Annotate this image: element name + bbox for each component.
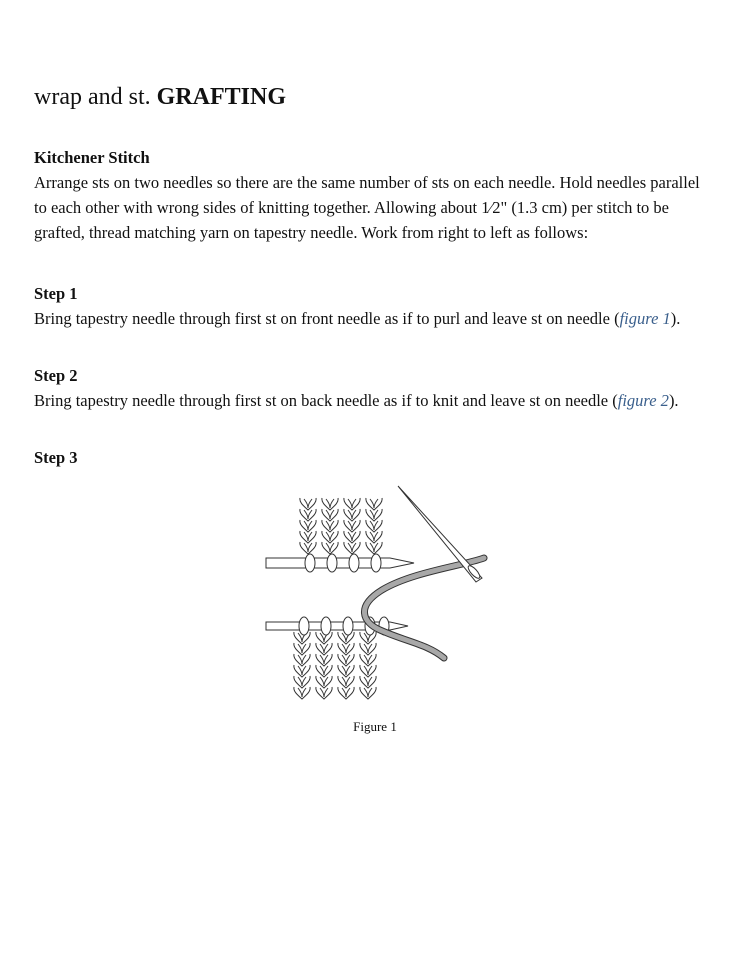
knit-stitch-leg — [326, 543, 334, 552]
knit-stitch-leg — [342, 677, 350, 686]
knit-stitch — [316, 643, 332, 655]
knit-stitch — [360, 654, 376, 666]
knit-stitch — [366, 520, 382, 532]
heading-prefix: wrap and st. — [34, 84, 151, 110]
knit-stitch-leg — [304, 521, 312, 530]
knit-stitch — [338, 676, 354, 688]
knit-stitch — [344, 542, 360, 554]
knit-stitch — [338, 654, 354, 666]
knit-stitch-leg — [348, 543, 356, 552]
step1-end: ). — [670, 309, 681, 328]
knit-stitch — [366, 509, 382, 521]
knit-stitch-leg — [364, 644, 372, 653]
heading-title: GRAFTING — [156, 84, 286, 110]
knit-stitch-leg — [342, 666, 350, 675]
knit-stitch-leg — [342, 655, 350, 664]
knit-stitch-leg — [348, 499, 356, 508]
knit-stitch — [300, 542, 316, 554]
knit-stitch — [322, 542, 338, 554]
knit-stitch-leg — [320, 688, 328, 697]
knit-stitch — [294, 687, 310, 699]
knit-stitch — [294, 643, 310, 655]
knit-stitch-leg — [364, 655, 372, 664]
knit-stitch — [300, 531, 316, 543]
step1-body — [34, 306, 680, 331]
knit-stitch-leg — [370, 532, 378, 541]
knit-stitch — [316, 676, 332, 688]
knit-stitch — [366, 498, 382, 510]
knit-stitch-leg — [298, 666, 306, 675]
knit-stitch-leg — [320, 666, 328, 675]
knit-stitch — [338, 665, 354, 677]
knit-stitch-leg — [342, 688, 350, 697]
knit-stitch-leg — [342, 644, 350, 653]
knit-stitch — [360, 676, 376, 688]
knit-stitch-leg — [304, 510, 312, 519]
kitchener-body: Arrange sts on two needles so there are the same number of sts on each needle. Hold needles parallel to each other with wrong sides of knitting together. Allowing about 1⁄2" (1.3 cm) per stitch to be grafted, thread matching yarn on tapestry needle. Work from right to left as follows: — [34, 173, 700, 242]
knit-stitch — [360, 665, 376, 677]
knit-stitch — [300, 520, 316, 532]
knit-stitch — [338, 687, 354, 699]
knit-stitch — [316, 665, 332, 677]
knit-stitch-leg — [370, 521, 378, 530]
knit-stitch — [316, 687, 332, 699]
lower-knitting-swatch — [294, 632, 376, 699]
knit-stitch-leg — [304, 499, 312, 508]
knit-stitch-leg — [298, 677, 306, 686]
knit-stitch-leg — [348, 521, 356, 530]
knit-stitch — [344, 531, 360, 543]
knit-stitch — [294, 676, 310, 688]
step1-title: Step 1 — [34, 284, 78, 303]
knit-stitch — [366, 531, 382, 543]
figure2-link[interactable]: figure 2 — [617, 391, 669, 410]
grafting-illustration — [262, 482, 492, 704]
upper-knitting-swatch — [300, 498, 382, 554]
knit-stitch — [360, 643, 376, 655]
knit-stitch-leg — [298, 644, 306, 653]
step2-end: ). — [668, 391, 679, 410]
knit-stitch — [338, 643, 354, 655]
knit-stitch — [300, 509, 316, 521]
page-heading — [34, 84, 286, 111]
knit-stitch — [322, 520, 338, 532]
knit-stitch — [294, 654, 310, 666]
knit-stitch-leg — [304, 532, 312, 541]
knit-stitch-leg — [364, 688, 372, 697]
knit-stitch — [316, 654, 332, 666]
knit-stitch-leg — [326, 499, 334, 508]
kitchener-title: Kitchener Stitch — [34, 148, 150, 167]
knit-stitch — [344, 498, 360, 510]
knit-stitch-leg — [320, 655, 328, 664]
knit-stitch-leg — [370, 499, 378, 508]
knit-stitch-leg — [370, 543, 378, 552]
knit-stitch — [366, 542, 382, 554]
knit-stitch-leg — [326, 532, 334, 541]
step2-text: Bring tapestry needle through first st on back needle as if to knit and leave st on needle ( — [34, 391, 618, 410]
knit-stitch — [294, 665, 310, 677]
knit-stitch — [300, 498, 316, 510]
figure1-link[interactable]: figure 1 — [619, 309, 671, 328]
knit-stitch — [322, 509, 338, 521]
step3-title: Step 3 — [34, 448, 78, 467]
step1-text: Bring tapestry needle through first st on front needle as if to purl and leave st on needle ( — [34, 309, 620, 328]
knit-stitch — [344, 520, 360, 532]
knit-stitch — [344, 509, 360, 521]
step2-title: Step 2 — [34, 366, 78, 385]
knit-stitch-leg — [298, 655, 306, 664]
knit-stitch — [360, 687, 376, 699]
knit-stitch-leg — [364, 677, 372, 686]
knit-stitch-leg — [348, 532, 356, 541]
knit-stitch — [322, 498, 338, 510]
knit-stitch-leg — [326, 510, 334, 519]
knit-stitch-leg — [348, 510, 356, 519]
knit-stitch-leg — [298, 688, 306, 697]
knit-stitch-leg — [326, 521, 334, 530]
back-knitting-needle — [266, 558, 414, 568]
knit-stitch — [322, 531, 338, 543]
knit-stitch-leg — [364, 666, 372, 675]
knit-stitch-leg — [320, 644, 328, 653]
step2-body — [34, 388, 679, 413]
knit-stitch-leg — [320, 677, 328, 686]
knit-stitch-leg — [304, 543, 312, 552]
figure-caption: Figure 1 — [353, 719, 397, 734]
knit-stitch-leg — [370, 510, 378, 519]
